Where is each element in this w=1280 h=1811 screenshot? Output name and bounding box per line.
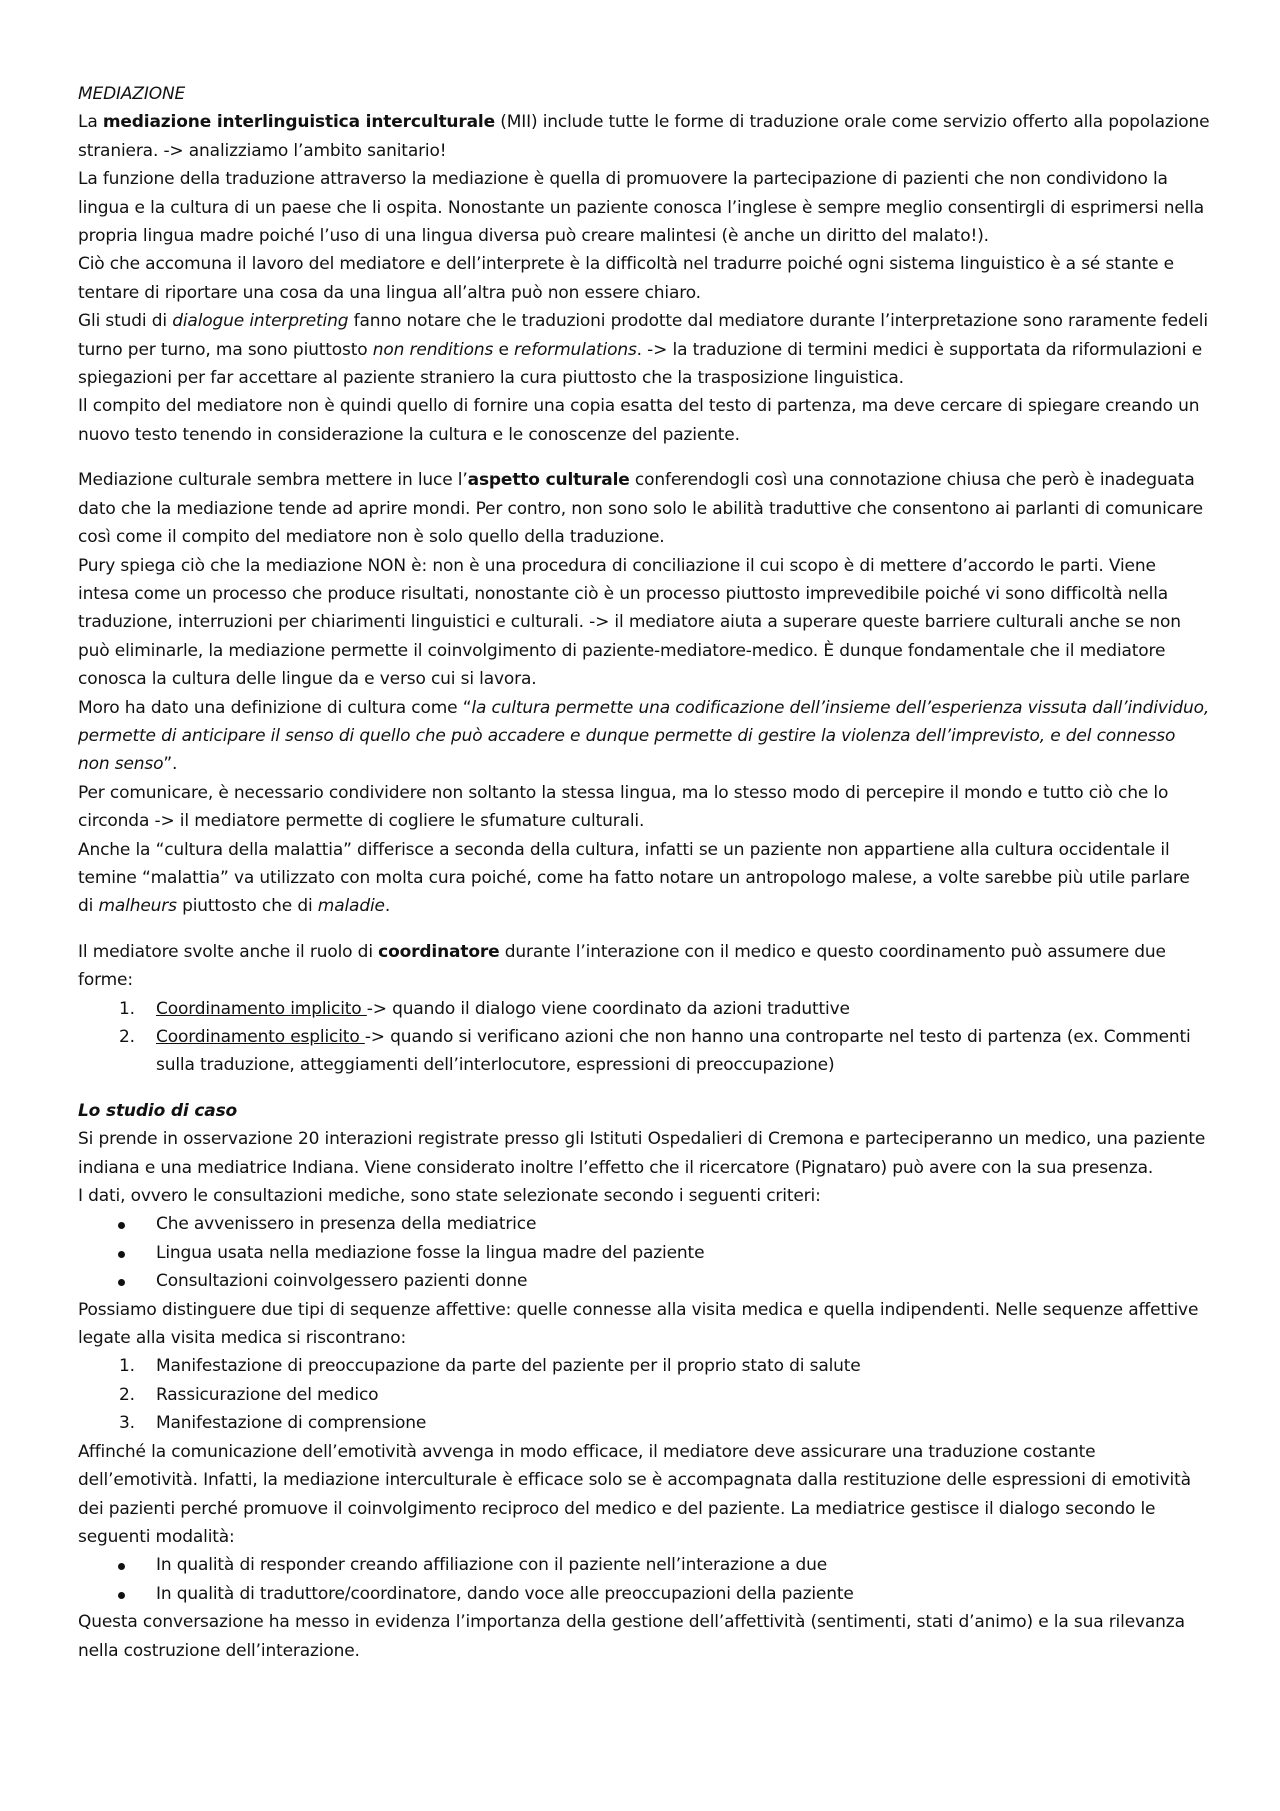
paragraph-mediator-task: Il compito del mediatore non è quindi quello di fornire una copia esatta del testo di partenza, ma deve cercare di spiegare creando un nuovo testo tenendo in considerazione la cultura e le conoscenze del paziente. xyxy=(78,396,1200,445)
paragraph-illness-culture: Anche la “cultura della malattia” differisce a seconda della cultura, infatti se un paziente non appartiene alla cultura occidentale il temine “malattia” va utilizzato con molta cura poiché, come ha fatto notare un antropologo malese, a volte sarebbe più utile parlare di malheurs piuttosto che di maladie. xyxy=(78,839,1190,917)
bullet-icon xyxy=(118,1251,125,1258)
paragraph-mii-definition: La mediazione interlinguistica interculturale (MII) include tutte le forme di traduzione orale come servizio offerto alla popolazione straniera. -> analizziamo l’ambito sanitario! xyxy=(78,112,1210,161)
paragraph-pury: Pury spiega ciò che la mediazione NON è: non è una procedura di conciliazione il cui scopo è di mettere d’accordo le parti. Viene intesa come un processo che produce risultati, nonostante ciò è un processo piuttosto imprevedibile poiché vi sono difficoltà nella traduzione, interruzioni per chiarimenti linguistici e culturali. -> il mediatore aiuta a superare queste barriere culturali anche se non può eliminarle, la mediazione permette il coinvolgimento di paziente-mediatore-medico. È dunque fondamentale che il mediatore conosca la cultura delle lingue da e verso cui si lavora. xyxy=(78,555,1181,690)
bullet-icon xyxy=(118,1222,125,1229)
list-item: In qualità di traduttore/coordinatore, dando voce alle preoccupazioni della paziente xyxy=(78,1580,1210,1608)
list-number: 1. xyxy=(119,998,135,1019)
paragraph-dialogue-interpreting: Gli studi di dialogue interpreting fanno notare che le traduzioni prodotte dal mediatore durante l’interpretazione sono raramente fedeli turno per turno, ma sono piuttosto non renditions e reformulations. -> la traduzione di termini medici è supportata da riformulazioni e spiegazioni per far accettare al paziente straniero la cura piuttosto che la trasposizione linguistica. xyxy=(78,311,1208,389)
paragraph-communication: Per comunicare, è necessario condividere non soltanto la stessa lingua, ma lo stesso modo di percepire il mondo e tutto ciò che lo circonda -> il mediatore permette di cogliere le sfumature culturali. xyxy=(78,782,1169,832)
list-number: 2. xyxy=(119,1027,135,1047)
list-item: 3. Manifestazione di comprensione xyxy=(78,1409,1210,1437)
paragraph-affective-sequences: Possiamo distinguere due tipi di sequenze affettive: quelle connesse alla visita medica e quella indipendenti. Nelle sequenze affettive legate alla visita medica si riscontrano: xyxy=(78,1299,1199,1349)
modality-list xyxy=(78,1551,1210,1608)
section-title: Lo studio di caso xyxy=(78,1100,238,1121)
list-item: 2. Coordinamento esplicito -> quando si verificano azioni che non hanno una controparte nel testo di partenza (ex. Commenti sulla traduzione, atteggiamenti dell’interlocutore, espressioni di preoccupazione) xyxy=(78,1023,1210,1080)
coordination-list xyxy=(78,995,1210,1080)
list-item: 1. Manifestazione di preoccupazione da parte del paziente per il proprio stato di salute xyxy=(78,1352,1210,1380)
paragraph-emotivity: Affinché la comunicazione dell’emotività avvenga in modo efficace, il mediatore deve assicurare una traduzione costante dell’emotività. Infatti, la mediazione interculturale è efficace solo se è accompagnata dalla restituzione delle espressioni di emotività dei pazienti perché promuove il coinvolgimento reciproco del medico e del paziente. La mediatrice gestisce il dialogo secondo le seguenti modalità: xyxy=(78,1441,1191,1547)
list-item: 2. Rassicurazione del medico xyxy=(78,1381,1210,1409)
list-item: In qualità di responder creando affiliazione con il paziente nell’interazione a due xyxy=(78,1551,1210,1579)
paragraph-cultural-mediation: Mediazione culturale sembra mettere in luce l’aspetto culturale conferendogli così una connotazione chiusa che però è inadeguata dato che la mediazione tende ad aprire mondi. Per contro, non sono solo le abilità traduttive che consentono ai parlanti di comunicare così come il compito del mediatore non è solo quello della traduzione. xyxy=(78,470,1203,548)
paragraph-selection-criteria: I dati, ovvero le consultazioni mediche, sono state selezionate secondo i seguenti criteri: xyxy=(78,1186,821,1207)
paragraph-conclusion: Questa conversazione ha messo in evidenza l’importanza della gestione dell’affettività (sentimenti, stati d’animo) e la sua rilevanza nella costruzione dell’interazione. xyxy=(78,1612,1185,1661)
bullet-icon xyxy=(118,1592,125,1599)
list-item: Lingua usata nella mediazione fosse la lingua madre del paziente xyxy=(78,1239,1210,1267)
affective-sequence-list xyxy=(78,1352,1210,1437)
document-title: MEDIAZIONE xyxy=(78,84,186,104)
paragraph-case-study: Si prende in osservazione 20 interazioni registrate presso gli Istituti Ospedalieri di Cremona e parteciperanno un medico, una paziente indiana e una mediatrice Indiana. Viene considerato inoltre l’effetto che il ricercatore (Pignataro) può avere con la sua presenza. xyxy=(78,1129,1206,1178)
bullet-icon xyxy=(118,1279,125,1286)
paragraph-moro-definition: Moro ha dato una definizione di cultura come “la cultura permette una codificazione dell’insieme dell’esperienza vissuta dall’individuo, permette di anticipare il senso di quello che può accadere e dunque permette di gestire la violenza dell’imprevisto, e del connesso non senso”. xyxy=(78,697,1210,775)
list-number: 3. xyxy=(119,1413,135,1434)
paragraph-translation-function: La funzione della traduzione attraverso la mediazione è quella di promuovere la partecipazione di pazienti che non condividono la lingua e la cultura di un paese che li ospita. Nonostante un paziente conosca l’inglese è sempre meglio consentirgli di esprimersi nella propria lingua madre poiché l’uso di una lingua diversa può creare malintesi (è anche un diritto del malato!). xyxy=(78,169,1205,247)
list-item: Consultazioni coinvolgessero pazienti donne xyxy=(78,1267,1210,1295)
criteria-list xyxy=(78,1210,1210,1295)
paragraph-mediator-interpreter: Ciò che accomuna il lavoro del mediatore e dell’interprete è la difficoltà nel tradurre poiché ogni sistema linguistico è a sé stante e tentare di riportare una cosa da una lingua all’altra può non essere chiaro. xyxy=(78,254,1174,303)
list-number: 1. xyxy=(119,1356,135,1377)
paragraph-coordinator: Il mediatore svolte anche il ruolo di coordinatore durante l’interazione con il medico e questo coordinamento può assumere due forme: xyxy=(78,941,1166,991)
list-number: 2. xyxy=(119,1384,135,1405)
list-item: 1. Coordinamento implicito -> quando il dialogo viene coordinato da azioni traduttive xyxy=(78,995,1210,1023)
list-item: Che avvenissero in presenza della mediatrice xyxy=(78,1210,1210,1238)
bullet-icon xyxy=(118,1563,125,1570)
